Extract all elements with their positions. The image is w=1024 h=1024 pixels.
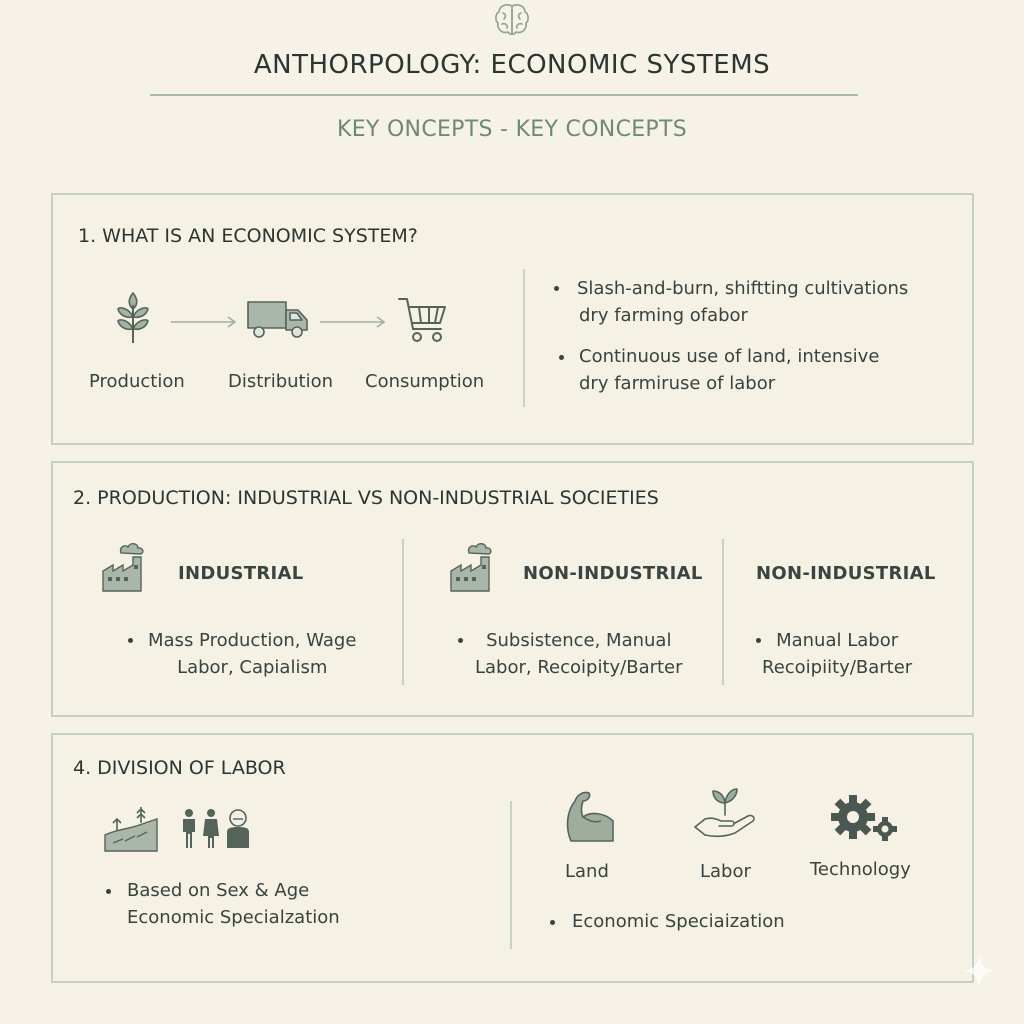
bullet-dot — [128, 638, 133, 643]
cart-icon — [397, 295, 449, 345]
column-heading: INDUSTRIAL — [178, 563, 304, 584]
column-divider — [523, 269, 525, 407]
factor-label-technology: Technology — [810, 859, 911, 880]
arrow-icon — [169, 315, 239, 329]
arrow-icon — [318, 315, 388, 329]
page-title: ANTHORPOLOGY: ECONOMIC SYSTEMS — [253, 50, 771, 80]
gears-icon — [829, 793, 901, 843]
column-divider — [722, 539, 724, 685]
bullet-dot — [559, 355, 564, 360]
bullet-text: Slash-and-burn, shiftting cultivations dry farming ofabor — [577, 278, 909, 326]
section-economic-system — [51, 193, 974, 445]
bullet-text: Mass Production, Wage Labor, Capialism — [148, 630, 357, 678]
factory-icon — [101, 541, 149, 593]
sparkle-icon — [962, 954, 996, 988]
bullet-text: Subsistence, Manual Labor, Recoipity/Barter — [475, 630, 683, 678]
title-divider — [150, 94, 858, 96]
section-title: 2. PRODUCTION: INDUSTRIAL VS NON-INDUSTRIAL SOCIETIES — [73, 487, 659, 509]
section-division-of-labor — [51, 733, 974, 983]
truck-icon — [246, 299, 310, 341]
bullet-dot — [106, 889, 111, 894]
bullet-text: Manual Labor Recoipiity/Barter — [762, 630, 913, 678]
flexed-arm-icon — [561, 787, 617, 843]
bullet-dot — [550, 920, 555, 925]
hand-sprout-icon — [691, 787, 759, 843]
bullet-dot — [756, 638, 761, 643]
people-icon — [179, 808, 255, 850]
bullet-text: Continuous use of land, intensive dry farmiruse of labor — [579, 346, 880, 394]
column-heading: NON-INDUSTRIAL — [523, 563, 703, 584]
flow-label-distribution: Distribution — [228, 371, 334, 392]
section-title: 4. DIVISION OF LABOR — [73, 757, 286, 779]
factor-label-labor: Labor — [700, 861, 751, 882]
column-heading: NON-INDUSTRIAL — [756, 563, 936, 584]
section-title: 1. WHAT IS AN ECONOMIC SYSTEM? — [78, 225, 418, 247]
bullet-text: Based on Sex & Age Economic Specialzation — [127, 880, 340, 928]
flow-label-consumption: Consumption — [365, 371, 485, 392]
brain-icon — [492, 2, 532, 38]
sprout-icon — [115, 291, 151, 345]
flow-label-production: Production — [89, 371, 185, 392]
section-production — [51, 461, 974, 717]
column-divider — [510, 801, 512, 949]
factor-label-land: Land — [565, 861, 609, 882]
column-divider — [402, 539, 404, 685]
field-icon — [103, 805, 159, 853]
bullet-text: Economic Speciaization — [572, 911, 785, 932]
bullet-dot — [458, 638, 463, 643]
bullet-dot — [554, 286, 559, 291]
factory-icon — [449, 541, 497, 593]
page-subtitle: KEY ONCEPTS - KEY CONCEPTS — [336, 117, 687, 142]
